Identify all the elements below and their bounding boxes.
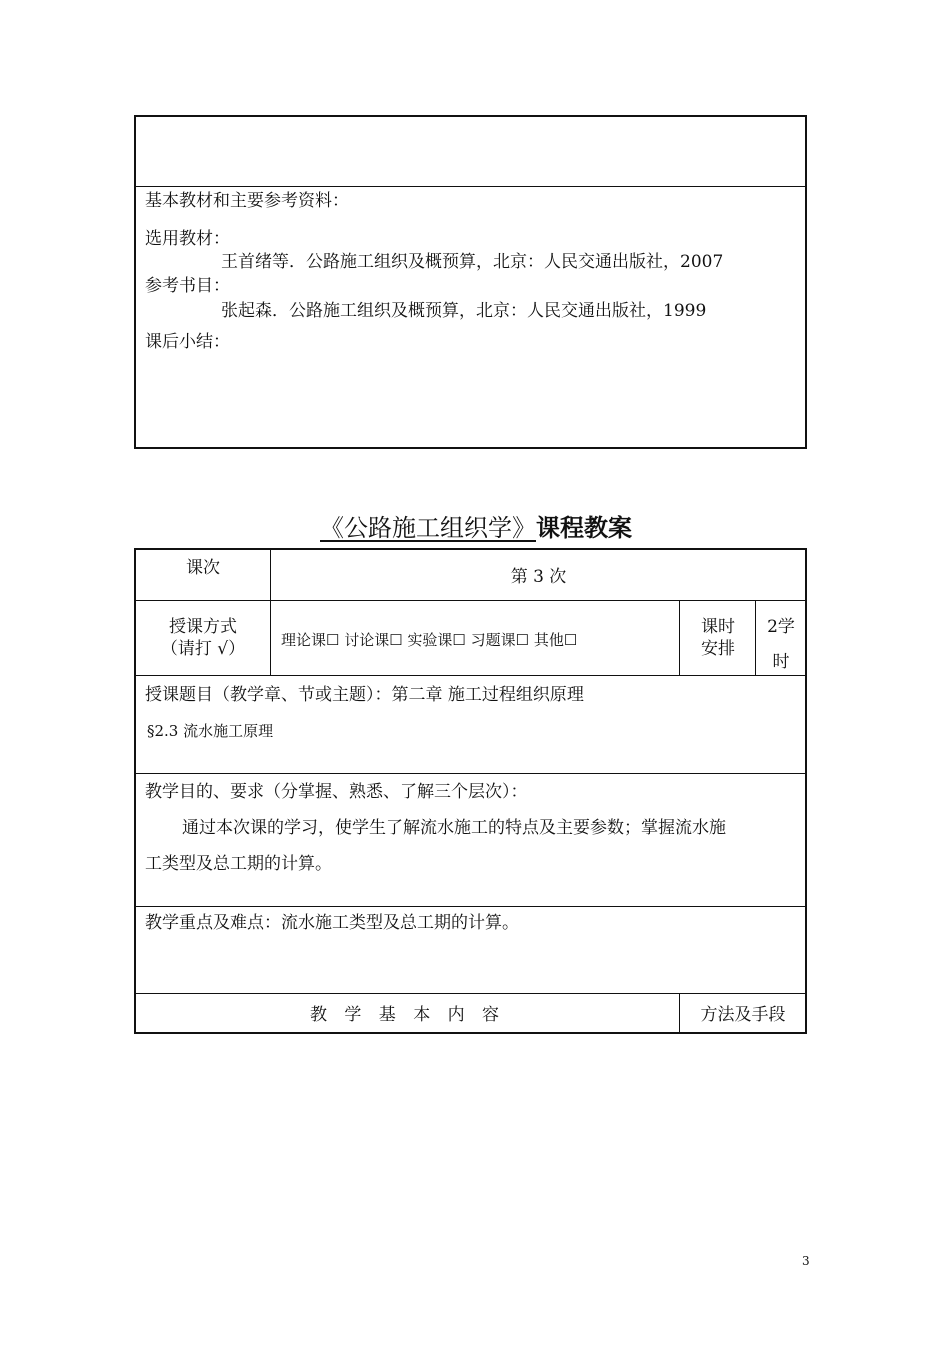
method-label-line1: 授课方式 xyxy=(169,617,237,637)
reference-label: 参考书目： xyxy=(145,276,230,296)
objectives-line1: 通过本次课的学习，使学生了解流水施工的特点及主要参数；掌握流水施 xyxy=(182,818,726,838)
content-header: 教 学 基 本 内 容 xyxy=(309,1005,506,1025)
session-label: 课次 xyxy=(186,558,220,578)
page-title xyxy=(0,508,952,543)
hours-value-line2: 时 xyxy=(772,652,790,672)
textbook-label: 选用教材： xyxy=(145,229,230,249)
title-suffix: 课程教案 xyxy=(536,514,632,542)
row-divider xyxy=(134,675,807,676)
col-divider xyxy=(679,600,680,675)
methods-header: 方法及手段 xyxy=(700,1005,786,1025)
upper-table xyxy=(134,115,807,449)
hours-value-line1: 2学 xyxy=(767,617,795,637)
row-divider xyxy=(134,906,807,907)
reference-entry: 张起森．公路施工组织及概预算，北京：人民交通出版社，1999 xyxy=(221,301,707,321)
course-name: 《公路施工组织学》 xyxy=(320,514,536,542)
page-number: 3 xyxy=(802,1254,810,1268)
upper-table-divider xyxy=(134,186,807,187)
hours-label-line2: 安排 xyxy=(701,639,735,659)
col-divider xyxy=(755,600,756,675)
topic-section: §2.3 流水施工原理 xyxy=(147,722,274,740)
col-divider xyxy=(270,548,271,675)
method-label-line2: （请打 √） xyxy=(160,639,246,659)
method-options: 理论课☐ 讨论课☐ 实验课☐ 习题课☐ 其他☐ xyxy=(281,631,578,649)
row-divider xyxy=(134,600,807,601)
key-points: 教学重点及难点：流水施工类型及总工期的计算。 xyxy=(145,913,519,933)
row-divider xyxy=(134,993,807,994)
summary-label: 课后小结： xyxy=(145,332,230,352)
objectives-line2: 工类型及总工期的计算。 xyxy=(145,854,332,874)
textbook-entry: 王首绪等．公路施工组织及概预算，北京：人民交通出版社，2007 xyxy=(221,252,724,272)
row-divider xyxy=(134,773,807,774)
references-heading: 基本教材和主要参考资料： xyxy=(145,191,349,211)
objectives-heading: 教学目的、要求（分掌握、熟悉、了解三个层次）： xyxy=(145,782,528,802)
col-divider xyxy=(679,993,680,1034)
topic-line: 授课题目（教学章、节或主题）：第二章 施工过程组织原理 xyxy=(145,685,584,705)
session-value: 第 3 次 xyxy=(510,567,567,587)
hours-label-line1: 课时 xyxy=(701,617,735,637)
